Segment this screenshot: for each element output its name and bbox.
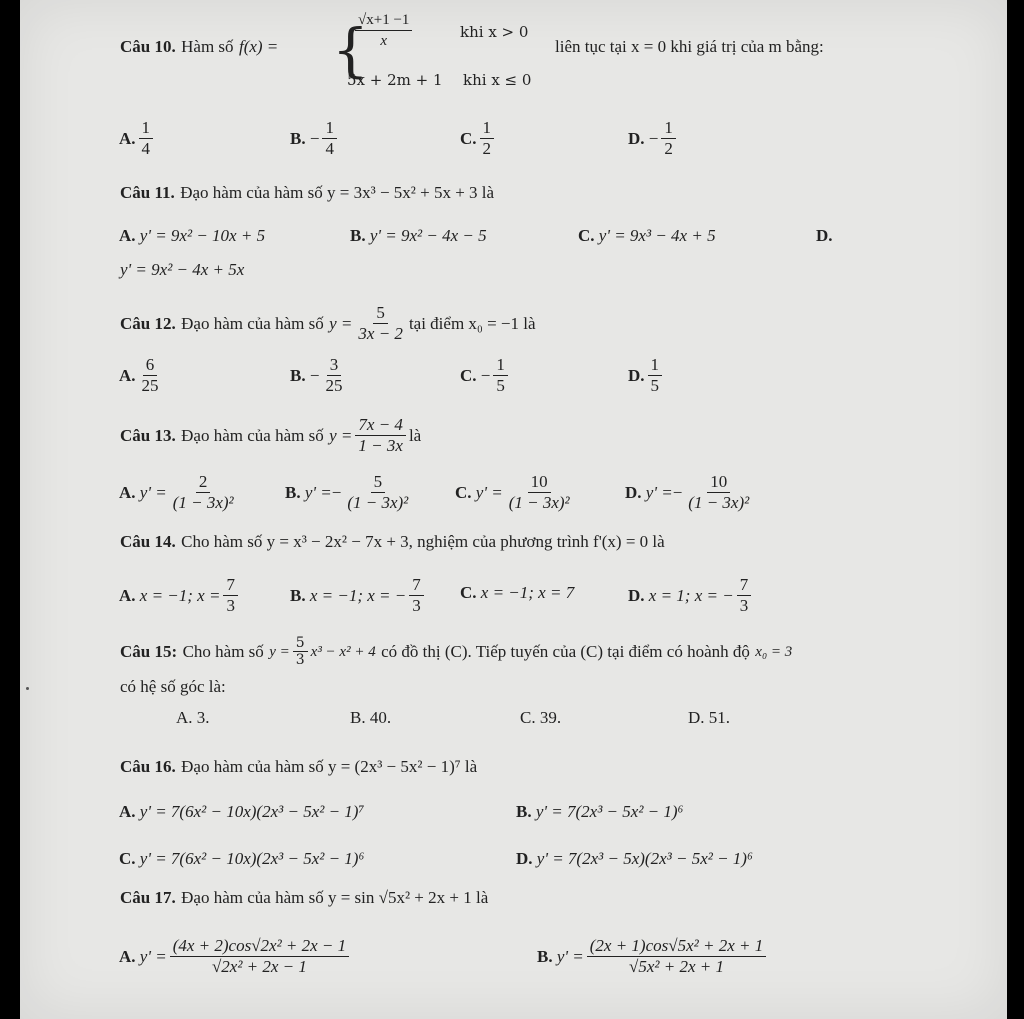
q12-option-b-num: 3 — [327, 355, 342, 376]
q15-option-b-text: 40. — [369, 708, 392, 727]
q13-option-b-letter: B. — [285, 482, 301, 502]
q14-option-a-num: 7 — [223, 575, 238, 596]
q15-option-c-letter: C. — [520, 708, 536, 727]
q14-option-b-pre: x = −1; x = − — [309, 585, 407, 605]
q13-option-d-letter: D. — [625, 482, 642, 502]
q11-option-d-letter: D. — [816, 226, 833, 245]
q16-option-c-text: y' = 7(6x² − 10x)(2x³ − 5x² − 1)⁶ — [139, 849, 365, 868]
q17-label: Câu 17. — [120, 888, 176, 907]
q13-option-d[interactable] — [625, 472, 755, 513]
q11-option-a[interactable] — [119, 226, 265, 246]
q12-den: 3x − 2 — [358, 324, 403, 343]
q11-stem — [120, 183, 494, 203]
q14-option-c-letter: C. — [460, 583, 477, 602]
q14-option-a[interactable] — [119, 575, 241, 616]
q12-option-c-num: 1 — [493, 355, 508, 376]
q14-option-c[interactable] — [460, 583, 574, 603]
q10-option-b-sign: − — [309, 128, 320, 148]
q16-option-a[interactable] — [119, 802, 364, 822]
q13-option-d-num: 10 — [707, 472, 730, 493]
q16-option-b[interactable] — [516, 802, 683, 822]
q16-label: Câu 16. — [120, 757, 176, 776]
q16-option-a-letter: A. — [119, 802, 136, 821]
q11-option-d-text — [120, 260, 244, 280]
q13-num: 7x − 4 — [355, 415, 406, 436]
q15-option-d-text: 51. — [708, 708, 731, 727]
q15-prefix: Cho hàm số — [182, 641, 264, 661]
q12-option-d[interactable] — [628, 355, 665, 396]
q10-case1 — [352, 10, 415, 51]
q13-suffix: là — [408, 425, 422, 445]
q12-option-a[interactable] — [119, 355, 165, 396]
q12-option-b-sign: − — [309, 365, 320, 385]
q12-suffix: tại điểm x₀ = −1 là — [408, 313, 536, 333]
q15-option-a-letter: A. — [176, 708, 193, 727]
q11-option-d[interactable] — [816, 226, 833, 246]
q17-option-b-num: (2x + 1)cos√5x² + 2x + 1 — [587, 936, 766, 957]
q13-prefix: Đạo hàm của hàm số — [181, 425, 324, 445]
q11-option-c-letter: C. — [578, 226, 595, 245]
q17-option-a-num: (4x + 2)cos√2x² + 2x − 1 — [170, 936, 349, 957]
q10-option-a[interactable] — [119, 118, 156, 159]
q10-option-c-num: 1 — [480, 118, 495, 139]
q11-option-c-text: y' = 9x³ − 4x + 5 — [598, 226, 716, 245]
q12-option-a-letter: A. — [119, 365, 136, 385]
q12-option-d-letter: D. — [628, 365, 645, 385]
q12-option-b-den: 25 — [325, 376, 343, 395]
q14-option-c-pre: x = −1; x = 7 — [480, 583, 575, 602]
q13-option-b-lhs: y' = — [304, 482, 332, 502]
q13-option-a-num: 2 — [196, 472, 211, 493]
q14-option-b[interactable] — [290, 575, 427, 616]
q15-option-b-letter: B. — [350, 708, 366, 727]
q14-option-d-letter: D. — [628, 585, 645, 605]
q11-text: Đạo hàm của hàm số y = 3x³ − 5x² + 5x + 3 là — [180, 183, 495, 202]
q13-option-c-den: (1 − 3x)² — [508, 493, 570, 512]
q16-option-d[interactable] — [516, 849, 753, 869]
q10-option-b-num: 1 — [322, 118, 337, 139]
q15-label: Câu 15: — [120, 641, 178, 661]
q17-text: Đạo hàm của hàm số y = sin √5x² + 2x + 1 là — [181, 888, 489, 907]
q11-option-b-letter: B. — [350, 226, 366, 245]
q16-option-a-text: y' = 7(6x² − 10x)(2x³ − 5x² − 1)⁷ — [139, 802, 365, 821]
q12-stem — [120, 303, 536, 344]
q13-option-a[interactable] — [119, 472, 240, 513]
q10-option-c[interactable] — [460, 118, 497, 159]
q15-rest: x³ − x² + 4 — [310, 643, 376, 660]
q15-option-d[interactable] — [688, 708, 730, 728]
q14-label: Câu 14. — [120, 532, 176, 551]
q10-option-d-sign: − — [648, 128, 659, 148]
q10-stem — [120, 37, 278, 57]
q17-option-b[interactable] — [537, 936, 769, 977]
q12-option-a-num: 6 — [143, 355, 158, 376]
q13-option-b-sign: − — [331, 482, 342, 502]
q11-option-a-text: y' = 9x² − 10x + 5 — [139, 226, 266, 245]
q12-option-c-den: 5 — [496, 376, 505, 395]
q10-option-d-num: 1 — [661, 118, 676, 139]
q13-option-c-letter: C. — [455, 482, 472, 502]
q17-option-b-lhs: y' = — [556, 946, 584, 966]
q12-label: Câu 12. — [120, 313, 176, 333]
q14-option-b-den: 3 — [412, 596, 421, 615]
q12-y: y = — [329, 313, 353, 333]
q17-option-b-letter: B. — [537, 946, 553, 966]
q15-num: 5 — [293, 635, 308, 652]
q12-option-c-letter: C. — [460, 365, 477, 385]
q13-option-a-lhs: y' = — [139, 482, 167, 502]
q10-case2-cond: khi x ≤ 0 — [463, 71, 532, 89]
q15-option-a-text: 3. — [196, 708, 210, 727]
q11-option-b-text: y' = 9x² − 4x − 5 — [369, 226, 487, 245]
q11-option-d-cont: y' = 9x² − 4x + 5x — [120, 260, 245, 279]
q12-num: 5 — [373, 303, 388, 324]
q13-option-d-den: (1 − 3x)² — [688, 493, 750, 512]
q12-option-a-den: 25 — [141, 376, 159, 395]
q16-option-c-letter: C. — [119, 849, 136, 868]
q16-stem — [120, 757, 477, 777]
q10-label: Câu 10. — [120, 37, 176, 56]
q13-y: y = — [329, 425, 353, 445]
q11-option-b[interactable] — [350, 226, 487, 246]
q12-option-c[interactable] — [460, 355, 511, 396]
q14-option-a-letter: A. — [119, 585, 136, 605]
q12-option-c-sign: − — [480, 365, 491, 385]
q12-option-b[interactable] — [290, 355, 348, 396]
q17-option-a-lhs: y' = — [139, 946, 167, 966]
speck — [26, 687, 29, 690]
q10-option-a-num: 1 — [139, 118, 154, 139]
q10-option-b-letter: B. — [290, 128, 306, 148]
q13-label: Câu 13. — [120, 425, 176, 445]
q17-option-a-letter: A. — [119, 946, 136, 966]
q13-stem — [120, 415, 421, 456]
q13-option-c[interactable] — [455, 472, 576, 513]
q11-label: Câu 11. — [120, 183, 175, 202]
q14-text: Cho hàm số y = x³ − 2x² − 7x + 3, nghiệm của phương trình f'(x) = 0 là — [181, 532, 665, 551]
q17-stem — [120, 888, 488, 908]
q11-option-a-letter: A. — [119, 226, 136, 245]
q16-text: Đạo hàm của hàm số y = (2x³ − 5x² − 1)⁷ là — [181, 757, 478, 776]
q11-option-c[interactable] — [578, 226, 716, 246]
q15-line2: có hệ số góc là: — [120, 677, 226, 696]
q17-option-b-den: √5x² + 2x + 1 — [629, 957, 724, 976]
q13-option-b-den: (1 − 3x)² — [347, 493, 409, 512]
paper-page — [20, 0, 1007, 1019]
q16-option-c[interactable] — [119, 849, 364, 869]
q10-option-b[interactable] — [290, 118, 340, 159]
q16-option-b-text: y' = 7(2x³ − 5x² − 1)⁶ — [535, 802, 684, 821]
q14-option-a-pre: x = −1; x = — [139, 585, 221, 605]
q14-option-d-num: 7 — [737, 575, 752, 596]
q10-case1-den: x — [380, 33, 388, 49]
q14-option-a-den: 3 — [226, 596, 235, 615]
q16-option-d-letter: D. — [516, 849, 533, 868]
q15-den: 3 — [295, 652, 305, 668]
q13-option-d-sign: − — [672, 482, 683, 502]
q17-option-a-den: √2x² + 2x − 1 — [211, 957, 307, 976]
q13-option-b-num: 5 — [371, 472, 386, 493]
q13-den: 1 − 3x — [358, 436, 403, 455]
q10-suffix: liên tục tại x = 0 khi giá trị của m bằng: — [555, 37, 824, 56]
q13-option-c-lhs: y' = — [475, 482, 503, 502]
q10-brace: { — [332, 16, 369, 84]
q16-option-d-text: y' = 7(2x³ − 5x)(2x³ − 5x² − 1)⁶ — [536, 849, 753, 868]
q15-option-c[interactable] — [520, 708, 561, 728]
q17-option-a[interactable] — [119, 936, 352, 977]
q10-option-c-den: 2 — [482, 139, 492, 158]
q12-option-d-den: 5 — [650, 376, 660, 395]
q12-option-d-num: 1 — [648, 355, 663, 376]
q13-option-d-lhs: y' = — [645, 482, 673, 502]
q10-option-d-den: 2 — [664, 139, 673, 158]
q10-case2-expr: 5x + 2m + 1 — [347, 71, 443, 89]
q15-suffix: có đồ thị (C). Tiếp tuyến của (C) tại điểm có hoành độ — [381, 641, 750, 661]
q15-option-b[interactable] — [350, 708, 391, 728]
q10-prefix: Hàm số — [181, 37, 234, 56]
q12-option-b-letter: B. — [290, 365, 306, 385]
q14-option-b-num: 7 — [409, 575, 424, 596]
q12-prefix: Đạo hàm của hàm số — [181, 313, 324, 333]
q13-option-b[interactable] — [285, 472, 414, 513]
q13-option-a-den: (1 − 3x)² — [172, 493, 234, 512]
q10-option-d[interactable] — [628, 118, 679, 159]
q15-y: y = — [269, 643, 290, 660]
q15-option-d-letter: D. — [688, 708, 705, 727]
q15-option-c-text: 39. — [539, 708, 562, 727]
q10-option-b-den: 4 — [325, 139, 334, 158]
q10-option-a-letter: A. — [119, 128, 136, 148]
q13-option-c-num: 10 — [528, 472, 551, 493]
q14-stem — [120, 532, 665, 552]
q15-x0: x₀ = 3 — [755, 643, 793, 660]
q10-case1-cond: khi x > 0 — [460, 23, 529, 41]
q16-option-b-letter: B. — [516, 802, 532, 821]
q10-option-a-den: 4 — [141, 139, 151, 158]
q14-option-d-den: 3 — [739, 596, 749, 615]
q10-option-d-letter: D. — [628, 128, 645, 148]
q13-option-a-letter: A. — [119, 482, 136, 502]
q10-case1-num: √x+1 −1 — [355, 10, 412, 31]
q14-option-b-letter: B. — [290, 585, 306, 605]
q10-fname: f(x) = — [238, 37, 279, 56]
q15-stem — [120, 635, 792, 668]
q10-option-c-letter: C. — [460, 128, 477, 148]
q15-option-a[interactable] — [176, 708, 210, 728]
q14-option-d[interactable] — [628, 575, 754, 616]
q14-option-d-pre: x = 1; x = − — [648, 585, 734, 605]
